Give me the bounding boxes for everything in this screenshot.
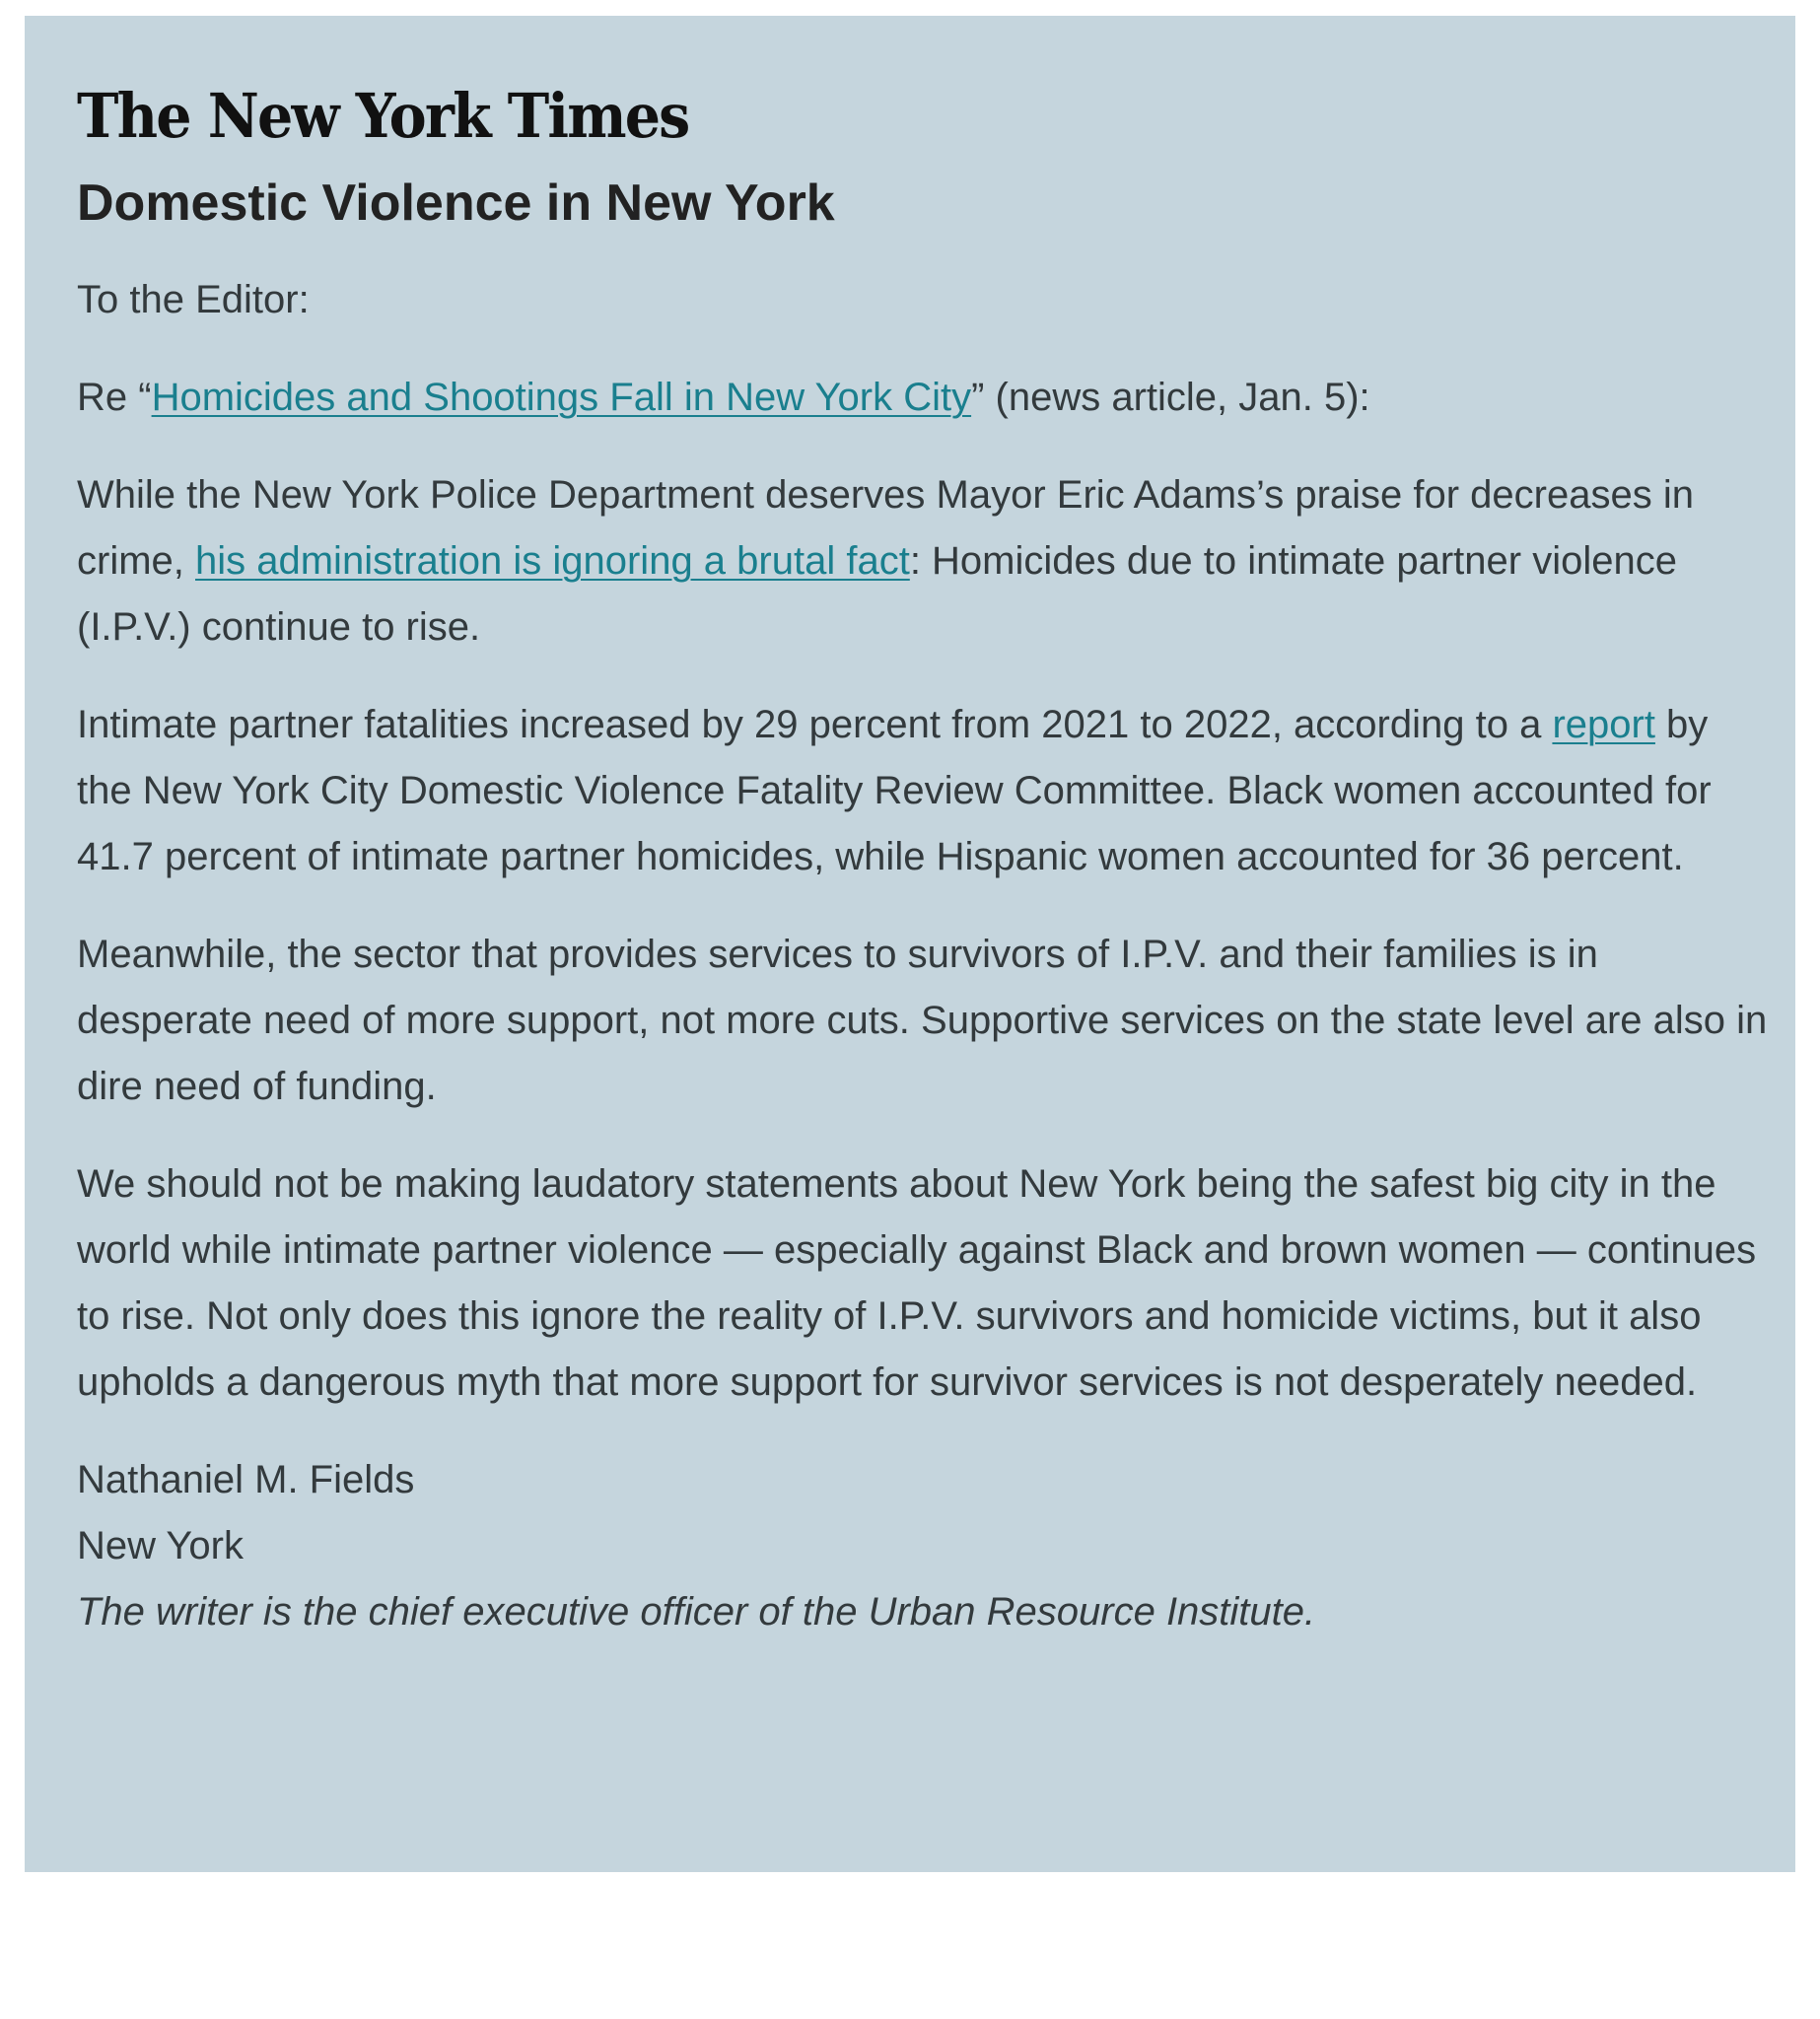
administration-ignoring-link[interactable]: his administration is ignoring a brutal fact (195, 539, 910, 583)
letter-content (77, 72, 1773, 1645)
salutation: To the Editor: (77, 278, 310, 321)
homicides-article-link[interactable]: Homicides and Shootings Fall in New York City (151, 376, 972, 419)
nyt-logo: The New York Times (77, 80, 689, 152)
reference-line (77, 365, 1773, 431)
paragraph-2-text-after: by the New York City Domestic Violence Fatality Review Committee. Black women accounted for 41.7 percent of intimate partner homicides, while Hispanic women accounted for 36 percent. (77, 703, 1712, 878)
paragraph-2 (77, 692, 1773, 890)
paragraph-3: Meanwhile, the sector that provides services to survivors of I.P.V. and their families is in desperate need of more support, not more cuts. Supportive services on the state level are also in dire need of funding. (77, 933, 1768, 1108)
reference-suffix: ” (news article, Jan. 5): (971, 376, 1370, 419)
reference-prefix: Re “ (77, 376, 152, 419)
paragraph-1 (77, 462, 1773, 661)
letter-card (25, 16, 1795, 1872)
paragraph-1-text-before: While the New York Police Department deserves Mayor Eric Adams’s praise for decreases in crime, (77, 473, 1694, 583)
report-link[interactable]: report (1552, 703, 1655, 746)
author-bio: The writer is the chief executive officer of the Urban Resource Institute. (77, 1590, 1316, 1634)
author-location: New York (77, 1524, 244, 1567)
article-headline: Domestic Violence in New York (77, 174, 835, 232)
paragraph-4: We should not be making laudatory statements about New York being the safest big city in the world while intimate partner violence — especially against Black and brown women — continues to rise. Not only does this ignore the reality of I.P.V. survivors and homicide victims, but it also upholds a dangerous myth that more support for survivor services is not desperately needed. (77, 1162, 1757, 1404)
paragraph-1-text-after: : Homicides due to intimate partner violence (I.P.V.) continue to rise. (77, 539, 1677, 649)
signature-block (77, 1447, 1773, 1645)
author-name: Nathaniel M. Fields (77, 1458, 415, 1501)
paragraph-2-text-before: Intimate partner fatalities increased by 29 percent from 2021 to 2022, according to a (77, 703, 1553, 746)
